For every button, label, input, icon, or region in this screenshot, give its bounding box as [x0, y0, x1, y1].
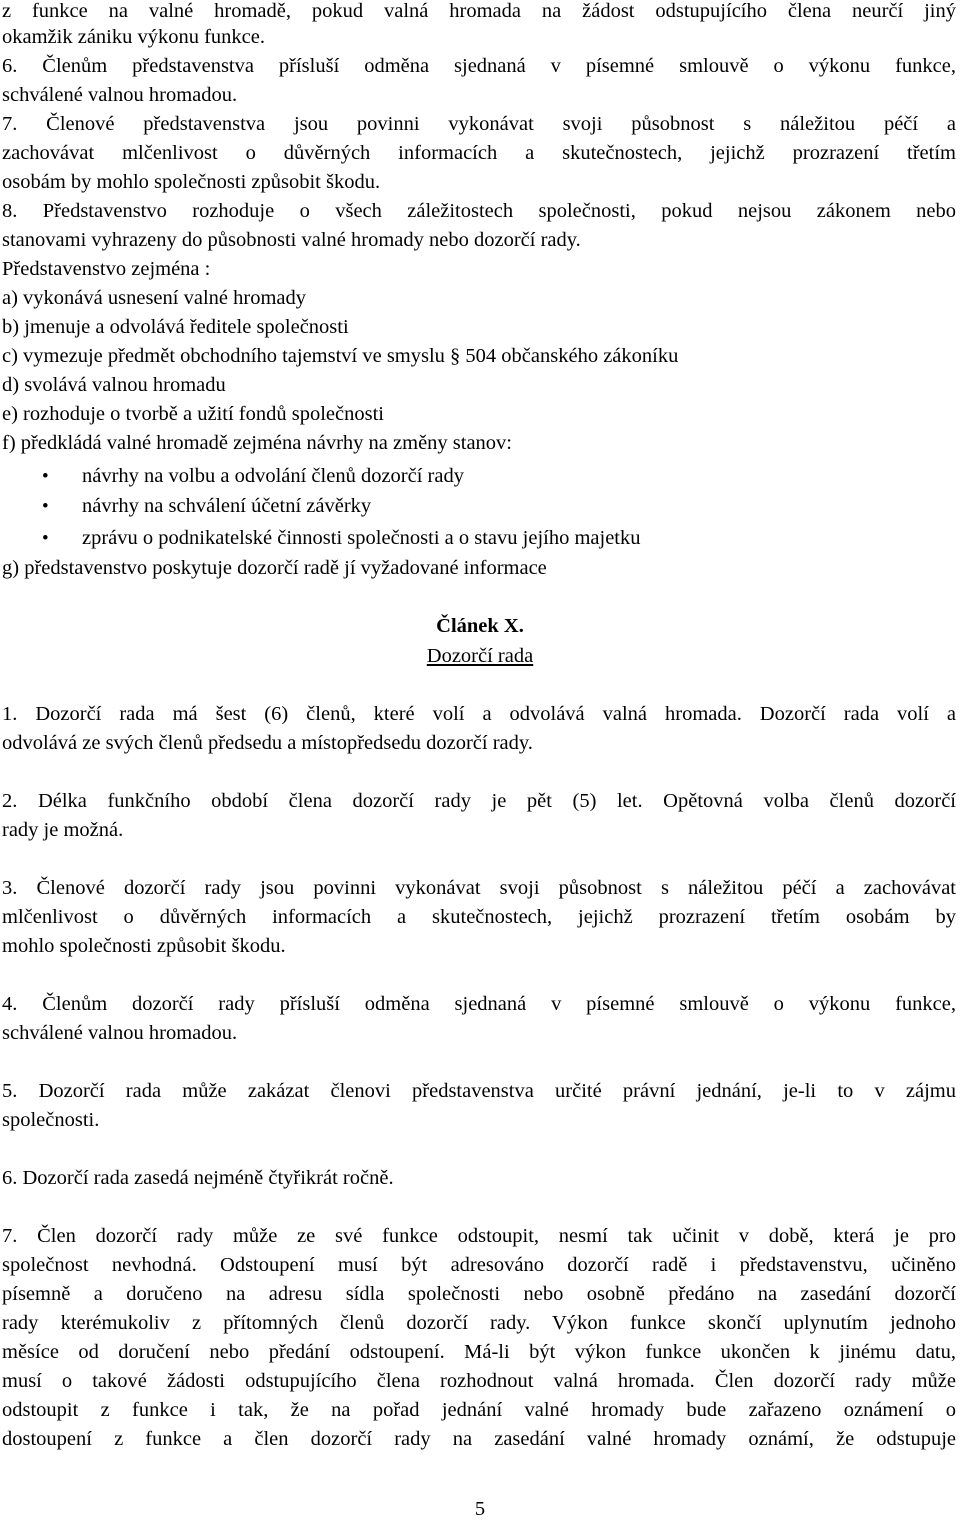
bullet-icon: • — [42, 528, 49, 549]
text-line: 7. Členové představenstva jsou povinni vykonávat svoji působnost s náležitou péčí a — [2, 113, 956, 135]
text-line: zachovávat mlčenlivost o důvěrných informacích a skutečnostech, jejichž prozrazení třetím — [2, 142, 956, 164]
paragraph-line: 5. Dozorčí rada může zakázat členovi představenstva určité právní jednání, je-li to v zájmu — [2, 1080, 956, 1102]
text-line: osobám by mohlo společnosti způsobit škodu. — [2, 171, 381, 193]
text-line: Představenstvo zejména : — [2, 258, 211, 280]
list-item: e) rozhoduje o tvorbě a užití fondů společnosti — [2, 403, 384, 425]
paragraph-line: dostoupení z funkce a člen dozorčí rady na zasedání valné hromady oznámí, že odstupuje — [2, 1428, 956, 1450]
list-item: c) vymezuje předmět obchodního tajemství ve smyslu § 504 občanského zákoníku — [2, 345, 679, 367]
article-title: Článek X. — [436, 615, 524, 637]
paragraph-line: společnosti. — [2, 1109, 100, 1131]
paragraph-line: schválené valnou hromadou. — [2, 1022, 238, 1044]
bullet-item: návrhy na volbu a odvolání členů dozorčí rady — [82, 465, 464, 487]
paragraph-line: rady kterémukoliv z přítomných členů dozorčí rady. Výkon funkce skončí uplynutím jednoho — [2, 1312, 956, 1334]
list-item: d) svolává valnou hromadu — [2, 374, 226, 396]
paragraph-line: 1. Dozorčí rada má šest (6) členů, které volí a odvolává valná hromada. Dozorčí rada volí a — [2, 703, 956, 725]
paragraph-line: písemně a doručeno na adresu sídla společnosti nebo osobně předáno na zasedání dozorčí — [2, 1283, 956, 1305]
text-line: 8. Představenstvo rozhoduje o všech záležitostech společnosti, pokud nejsou zákonem nebo — [2, 200, 956, 222]
bullet-icon: • — [42, 496, 49, 517]
paragraph-line: měsíce od doručení nebo předání odstoupení. Má-li být výkon funkce ukončen k jinému datu, — [2, 1341, 956, 1363]
paragraph-line: 2. Délka funkčního období člena dozorčí rady je pět (5) let. Opětovná volba členů dozorčí — [2, 790, 956, 812]
text-line: okamžik zániku výkonu funkce. — [2, 26, 266, 48]
paragraph-line: společnost nevhodná. Odstoupení musí být adresováno dozorčí radě i představenstvu, učiněno — [2, 1254, 956, 1276]
bullet-item: zprávu o podnikatelské činnosti společnosti a o stavu jejího majetku — [82, 527, 641, 549]
text-line: schválené valnou hromadou. — [2, 84, 238, 106]
text-line: 6. Členům představenstva přísluší odměna sjednaná v písemné smlouvě o výkonu funkce, — [2, 55, 956, 77]
list-item: b) jmenuje a odvolává ředitele společnosti — [2, 316, 349, 338]
paragraph-line: 7. Člen dozorčí rady může ze své funkce odstoupit, nesmí tak učinit v době, která je pro — [2, 1225, 956, 1247]
paragraph-line: 6. Dozorčí rada zasedá nejméně čtyřikrát ročně. — [2, 1167, 394, 1189]
paragraph-line: 4. Členům dozorčí rady přísluší odměna sjednaná v písemné smlouvě o výkonu funkce, — [2, 993, 956, 1015]
list-item: a) vykonává usnesení valné hromady — [2, 287, 306, 309]
bullet-item: návrhy na schválení účetní závěrky — [82, 495, 372, 517]
article-subtitle — [0, 642, 960, 671]
paragraph-line: 3. Členové dozorčí rady jsou povinni vykonávat svoji působnost s náležitou péčí a zachovávat — [2, 877, 956, 899]
page-number: 5 — [474, 1498, 486, 1520]
article-subtitle-text: Dozorčí rada — [426, 645, 534, 667]
bullet-icon: • — [42, 466, 49, 487]
paragraph-line: mlčenlivost o důvěrných informacích a skutečnostech, jejichž prozrazení třetím osobám by — [2, 906, 956, 928]
paragraph-line: mohlo společnosti způsobit škodu. — [2, 935, 286, 957]
text-line: stanovami vyhrazeny do působnosti valné hromady nebo dozorčí rady. — [2, 229, 581, 251]
paragraph-line: musí o takové žádosti odstupujícího člena rozhodnout valná hromada. Člen dozorčí rady může — [2, 1370, 956, 1392]
paragraph-line: odstoupit z funkce i tak, že na pořad jednání valné hromady bude zařazeno oznámení o — [2, 1399, 956, 1421]
text-line: z funkce na valné hromadě, pokud valná hromada na žádost odstupujícího člena neurčí jiný — [2, 0, 956, 22]
paragraph-line: odvolává ze svých členů předsedu a místopředsedu dozorčí rady. — [2, 732, 533, 754]
list-item: f) předkládá valné hromadě zejména návrhy na změny stanov: — [2, 432, 513, 454]
paragraph-line: rady je možná. — [2, 819, 124, 841]
list-item: g) představenstvo poskytuje dozorčí radě jí vyžadované informace — [2, 557, 547, 579]
